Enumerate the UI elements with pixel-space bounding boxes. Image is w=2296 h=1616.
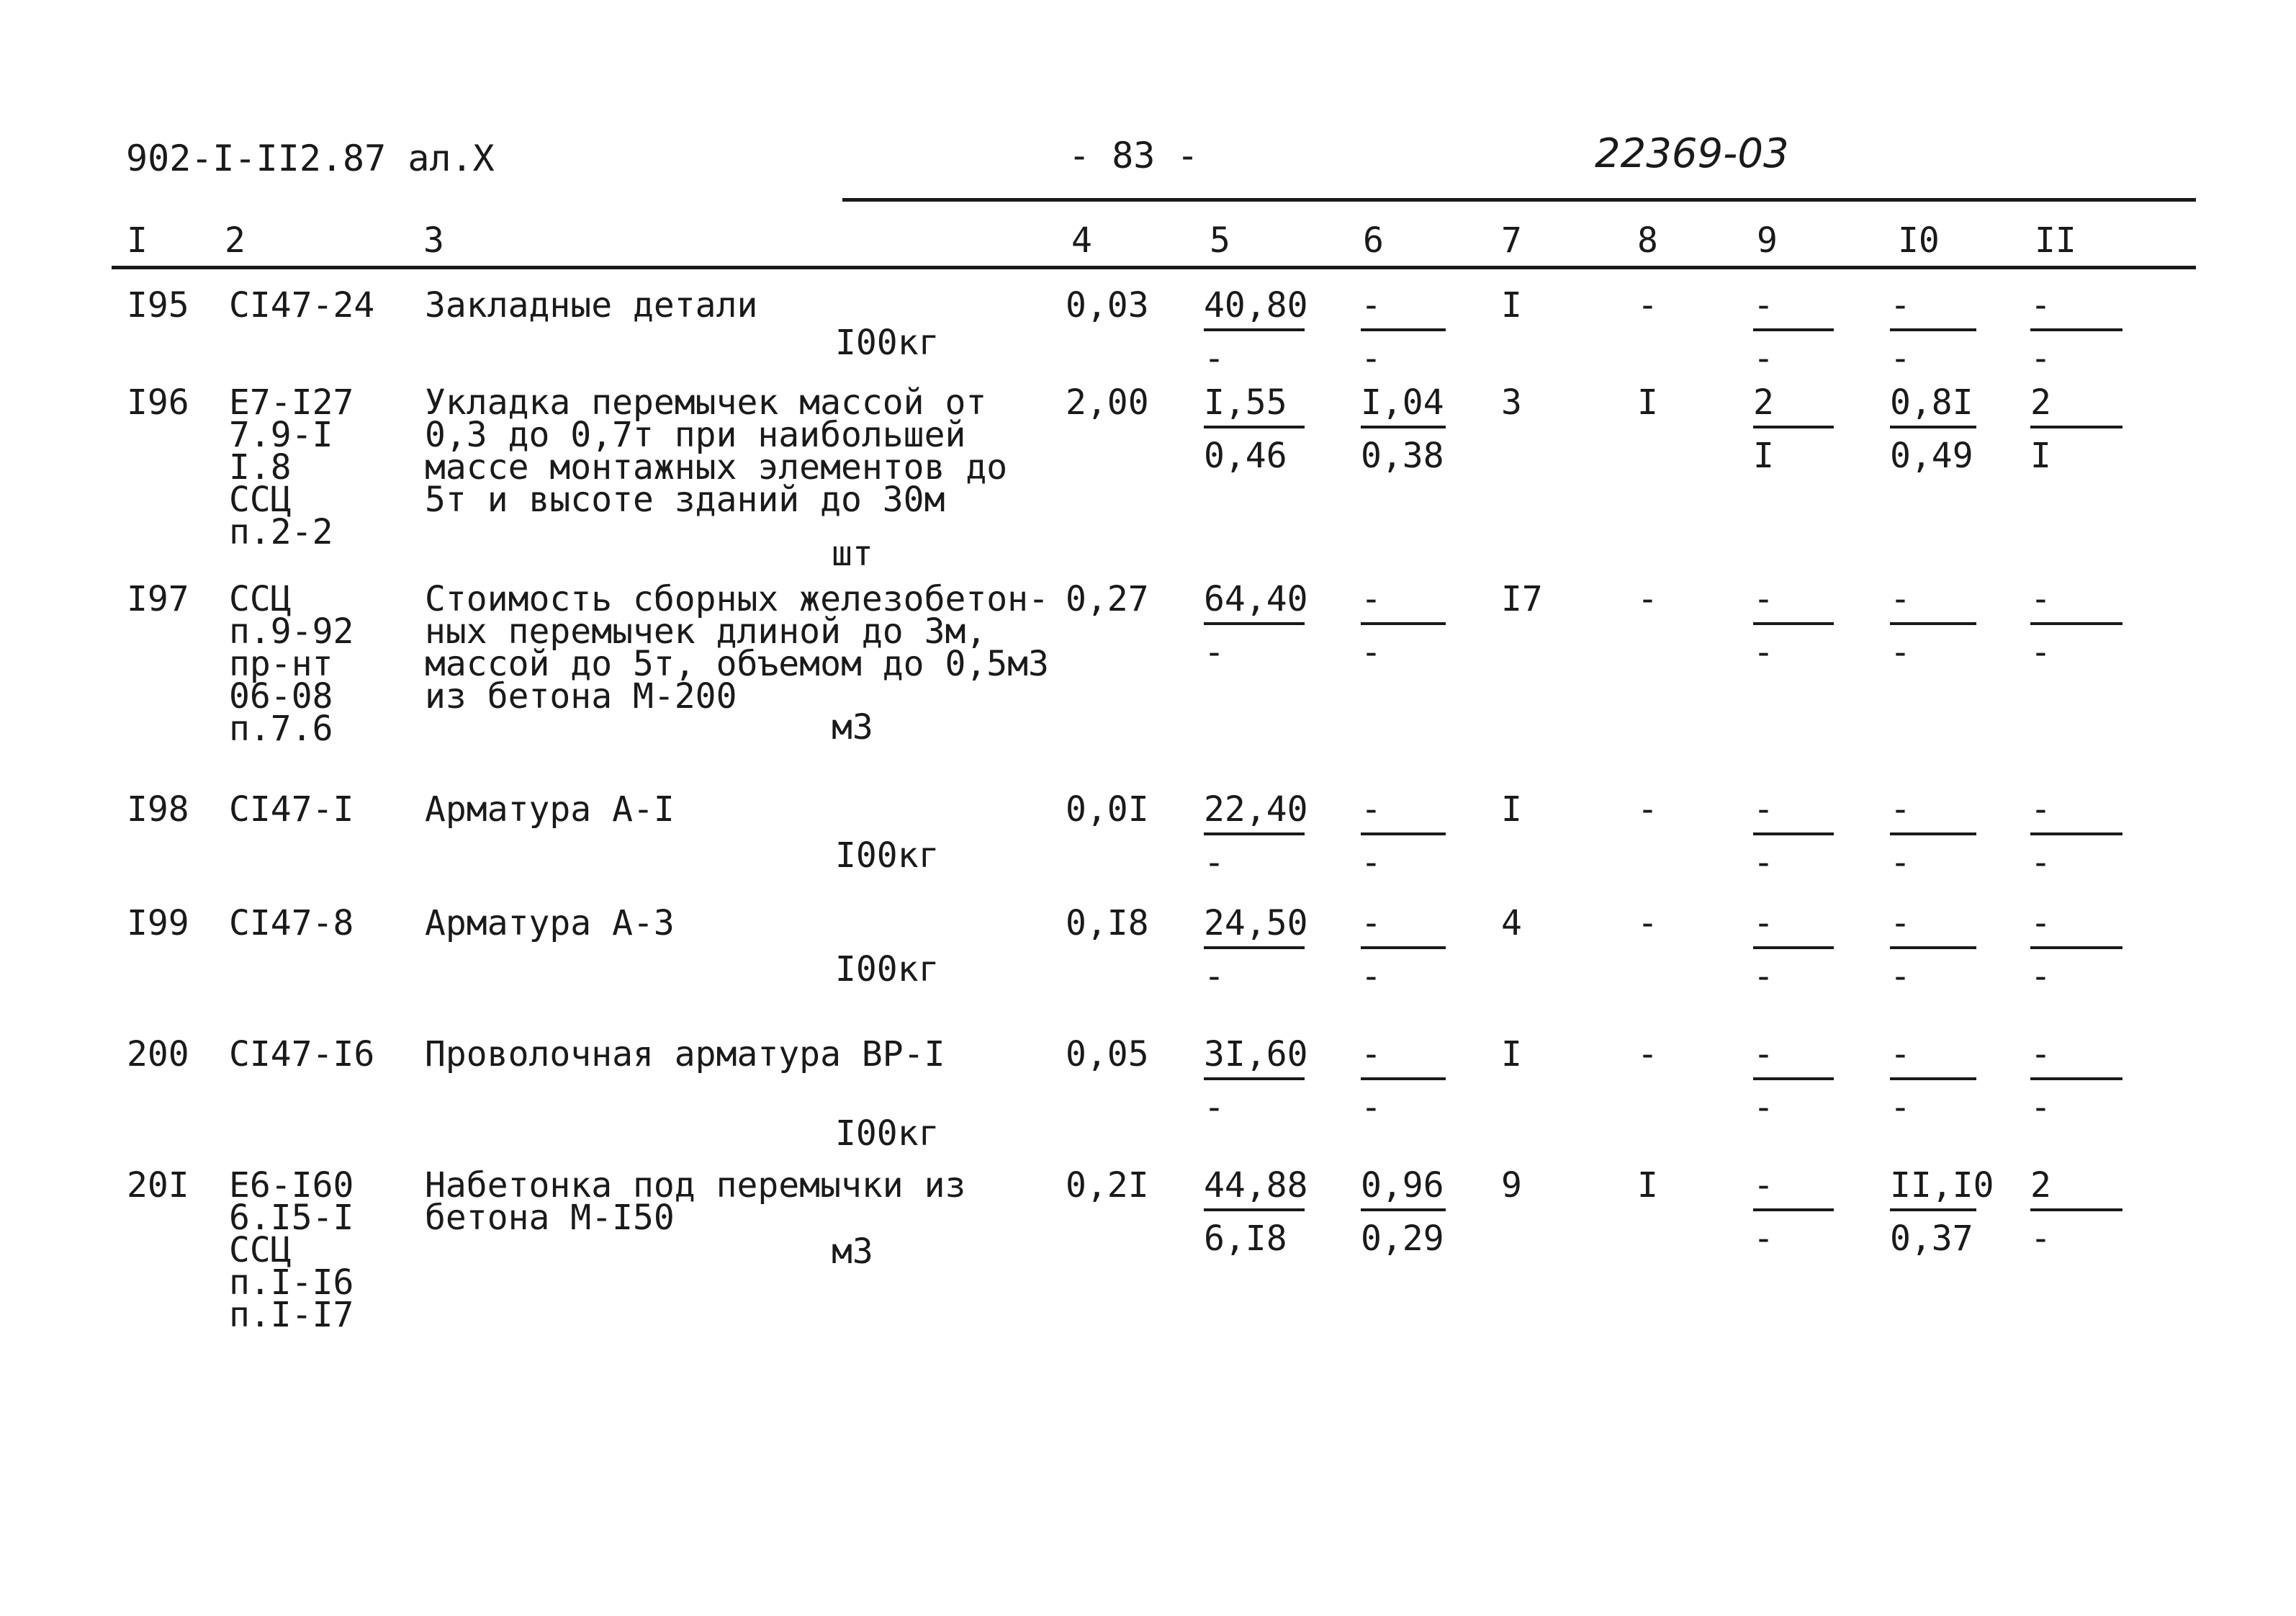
col9-value-top: 2 [1753, 385, 1834, 428]
col10-value [1890, 579, 1976, 673]
col5-value [1204, 285, 1308, 379]
col7-value: I [1501, 285, 1522, 326]
col11-value-bottom: - [2030, 1218, 2051, 1259]
col11-value [2030, 903, 2122, 997]
col-header: 4 [1071, 220, 1092, 261]
quantity: 0,05 [1066, 1034, 1149, 1074]
col-header: 3 [423, 220, 444, 261]
col8-value: I [1637, 1165, 1658, 1206]
row-number: I95 [127, 285, 189, 326]
col9-value [1753, 1034, 1834, 1128]
rate-code-line: 7.9-I [229, 415, 333, 455]
col7-value: 9 [1501, 1165, 1522, 1206]
col8-value: - [1637, 579, 1658, 619]
col9-value [1753, 789, 1834, 883]
quantity: 0,I8 [1066, 903, 1149, 943]
col11-value [2030, 1034, 2122, 1128]
col5-value-top: 64,40 [1204, 582, 1305, 625]
col9-value-top: - [1753, 1037, 1834, 1080]
col6-value-bottom: 0,29 [1361, 1218, 1444, 1259]
col11-value [2030, 1165, 2122, 1259]
rate-code-line: ССЦ [229, 480, 292, 520]
col10-value-top: II,I0 [1890, 1168, 1976, 1211]
col5-value [1204, 382, 1305, 476]
col11-value [2030, 789, 2122, 883]
description-line: бетона М-I50 [425, 1198, 675, 1238]
col9-value-bottom: - [1753, 632, 1774, 673]
col8-value: - [1637, 1034, 1658, 1074]
col6-value-bottom: - [1361, 632, 1382, 673]
col5-value-bottom: - [1204, 1087, 1225, 1128]
col5-value-top: 24,50 [1204, 906, 1305, 949]
col10-value [1890, 789, 1976, 883]
col5-value-bottom: 6,I8 [1204, 1218, 1287, 1259]
description-line: массе монтажных элементов до [425, 447, 1008, 488]
description-line: Проволочная арматура ВР-I [425, 1034, 945, 1074]
col11-value-bottom: - [2030, 1087, 2051, 1128]
rate-code-line: ССЦ [229, 579, 292, 619]
unit-of-measure: I00кг [835, 835, 940, 876]
quantity: 0,27 [1066, 579, 1149, 619]
col9-value-bottom: - [1753, 1087, 1774, 1128]
rate-code-line: пр-нт [229, 644, 333, 684]
rate-code-line: ССЦ [229, 1230, 292, 1270]
col10-value [1890, 1034, 1976, 1128]
col-header: 8 [1637, 220, 1658, 261]
rate-code-line: CI47-I6 [229, 1034, 375, 1074]
row-number: I96 [127, 382, 189, 423]
col5-value-top: 40,80 [1204, 288, 1305, 331]
col10-value [1890, 285, 1976, 379]
rate-code-line: п.I-I6 [229, 1262, 354, 1303]
row-number: 200 [127, 1034, 189, 1074]
col9-value [1753, 382, 1834, 476]
description-line: 5т и высоте зданий до 30м [425, 480, 945, 520]
description-line: Стоимость сборных железобетон- [425, 579, 1049, 619]
description-line: 0,3 до 0,7т при наибольшей [425, 415, 966, 455]
col10-value-top: - [1890, 906, 1976, 949]
col-header: 7 [1501, 220, 1522, 261]
description-line: Арматура А-I [425, 789, 675, 830]
col6-value-bottom: - [1361, 1087, 1382, 1128]
col11-value-top: 2 [2030, 1168, 2122, 1211]
col11-value-bottom: I [2030, 436, 2051, 476]
col11-value-bottom: - [2030, 956, 2051, 997]
col11-value-bottom: - [2030, 338, 2051, 379]
col9-value-bottom: I [1753, 436, 1774, 476]
col9-value-bottom: - [1753, 338, 1774, 379]
col5-value [1204, 789, 1308, 883]
col5-value-bottom: - [1204, 632, 1225, 673]
col6-value-top: I,04 [1361, 385, 1446, 428]
col10-value-bottom: - [1890, 843, 1911, 883]
header-rule-bottom [112, 266, 2196, 269]
description-line: Закладные детали [425, 285, 758, 326]
col11-value-top: - [2030, 288, 2122, 331]
col5-value-bottom: 0,46 [1204, 436, 1287, 476]
col9-value-bottom: - [1753, 956, 1774, 997]
col7-value: I7 [1501, 579, 1543, 619]
col-header: 6 [1363, 220, 1384, 261]
col9-value [1753, 579, 1834, 673]
col7-value: 3 [1501, 382, 1522, 423]
col11-value [2030, 382, 2122, 476]
rate-code-line: п.I-I7 [229, 1295, 354, 1335]
col9-value-top: - [1753, 906, 1834, 949]
col10-value [1890, 903, 1976, 997]
page-number: - 83 - [1068, 135, 1199, 176]
quantity: 0,2I [1066, 1165, 1149, 1206]
col6-value [1361, 1165, 1446, 1259]
rate-code-line: CI47-I [229, 789, 354, 830]
row-number: I97 [127, 579, 189, 619]
rate-code-line: 06-08 [229, 676, 333, 717]
col6-value [1361, 1034, 1446, 1128]
unit-of-measure: I00кг [835, 1113, 940, 1154]
col5-value [1204, 903, 1308, 997]
col6-value [1361, 382, 1446, 476]
col11-value-top: - [2030, 582, 2122, 625]
col11-value-top: 2 [2030, 385, 2122, 428]
col9-value-top: - [1753, 792, 1834, 835]
rate-code-line: п.9-92 [229, 611, 354, 652]
rate-code-line: 6.I5-I [229, 1198, 354, 1238]
col8-value: I [1637, 382, 1658, 423]
document-reference: 902-I-II2.87 ал.X [126, 138, 495, 179]
col10-value-bottom: - [1890, 632, 1911, 673]
col11-value [2030, 285, 2122, 379]
col10-value-bottom: - [1890, 1087, 1911, 1128]
col5-value-bottom: - [1204, 843, 1225, 883]
col5-value-top: 44,88 [1204, 1168, 1305, 1211]
col-header: I0 [1898, 220, 1940, 261]
col9-value [1753, 1165, 1834, 1259]
col11-value-top: - [2030, 792, 2122, 835]
col11-value-top: - [2030, 1037, 2122, 1080]
col10-value-bottom: - [1890, 956, 1911, 997]
description-line: Набетонка под перемычки из [425, 1165, 966, 1206]
description-line: из бетона М-200 [425, 676, 737, 717]
col-header: 5 [1210, 220, 1230, 261]
quantity: 0,03 [1066, 285, 1149, 326]
col6-value-top: 0,96 [1361, 1168, 1446, 1211]
description-line: Арматура А-3 [425, 903, 675, 943]
col5-value-top: 22,40 [1204, 792, 1305, 835]
col-header: 9 [1757, 220, 1778, 261]
description-line: ных перемычек длиной до 3м, [425, 611, 987, 652]
col9-value [1753, 903, 1834, 997]
col5-value [1204, 579, 1308, 673]
col5-value [1204, 1034, 1308, 1128]
header-rule-top [842, 198, 2196, 202]
col6-value-bottom: - [1361, 338, 1382, 379]
col-header: I [127, 220, 148, 261]
col5-value-bottom: - [1204, 338, 1225, 379]
col5-value-bottom: - [1204, 956, 1225, 997]
row-number: I98 [127, 789, 189, 830]
col10-value-top: - [1890, 792, 1976, 835]
rate-code-line: п.7.6 [229, 709, 333, 749]
col10-value-top: - [1890, 582, 1976, 625]
col-header: II [2035, 220, 2076, 261]
col9-value-bottom: - [1753, 843, 1774, 883]
col5-value-top: 3I,60 [1204, 1037, 1305, 1080]
col11-value-top: - [2030, 906, 2122, 949]
col8-value: - [1637, 285, 1658, 326]
col11-value [2030, 579, 2122, 673]
unit-of-measure: м3 [832, 1231, 873, 1272]
col6-value [1361, 285, 1446, 379]
unit-of-measure: I00кг [835, 323, 940, 363]
unit-of-measure: шт [832, 534, 873, 574]
col10-value-bottom: 0,37 [1890, 1218, 1973, 1259]
col6-value-top: - [1361, 1037, 1446, 1080]
col7-value: I [1501, 1034, 1522, 1074]
document-number: 22369-03 [1595, 130, 1789, 177]
col6-value [1361, 789, 1446, 883]
col10-value [1890, 1165, 1994, 1259]
col6-value-bottom: - [1361, 956, 1382, 997]
col10-value-top: 0,8I [1890, 385, 1976, 428]
description-line: Укладка перемычек массой от [425, 382, 987, 423]
col9-value-top: - [1753, 582, 1834, 625]
col6-value-top: - [1361, 906, 1446, 949]
col8-value: - [1637, 789, 1658, 830]
col10-value-bottom: 0,49 [1890, 436, 1973, 476]
col11-value-bottom: - [2030, 843, 2051, 883]
col9-value-top: - [1753, 1168, 1834, 1211]
row-number: 20I [127, 1165, 189, 1206]
rate-code-line: п.2-2 [229, 512, 333, 552]
col6-value-top: - [1361, 792, 1446, 835]
col7-value: I [1501, 789, 1522, 830]
col8-value: - [1637, 903, 1658, 943]
col9-value-top: - [1753, 288, 1834, 331]
col6-value-bottom: 0,38 [1361, 436, 1444, 476]
col6-value-top: - [1361, 288, 1446, 331]
col9-value [1753, 285, 1834, 379]
rate-code-line: I.8 [229, 447, 292, 488]
rate-code-line: CI47-24 [229, 285, 375, 326]
col7-value: 4 [1501, 903, 1522, 943]
col6-value-top: - [1361, 582, 1446, 625]
rate-code-line: CI47-8 [229, 903, 354, 943]
col10-value [1890, 382, 1976, 476]
col6-value [1361, 579, 1446, 673]
quantity: 2,00 [1066, 382, 1149, 423]
unit-of-measure: м3 [832, 707, 873, 748]
col10-value-bottom: - [1890, 338, 1911, 379]
quantity: 0,0I [1066, 789, 1149, 830]
col5-value-top: I,55 [1204, 385, 1305, 428]
col10-value-top: - [1890, 288, 1976, 331]
col10-value-top: - [1890, 1037, 1976, 1080]
rate-code-line: E7-I27 [229, 382, 354, 423]
col9-value-bottom: - [1753, 1218, 1774, 1259]
col6-value [1361, 903, 1446, 997]
col6-value-bottom: - [1361, 843, 1382, 883]
unit-of-measure: I00кг [835, 949, 940, 989]
col-header: 2 [225, 220, 246, 261]
row-number: I99 [127, 903, 189, 943]
col5-value [1204, 1165, 1308, 1259]
description-line: массой до 5т, объемом до 0,5м3 [425, 644, 1049, 684]
col11-value-bottom: - [2030, 632, 2051, 673]
rate-code-line: E6-I60 [229, 1165, 354, 1206]
